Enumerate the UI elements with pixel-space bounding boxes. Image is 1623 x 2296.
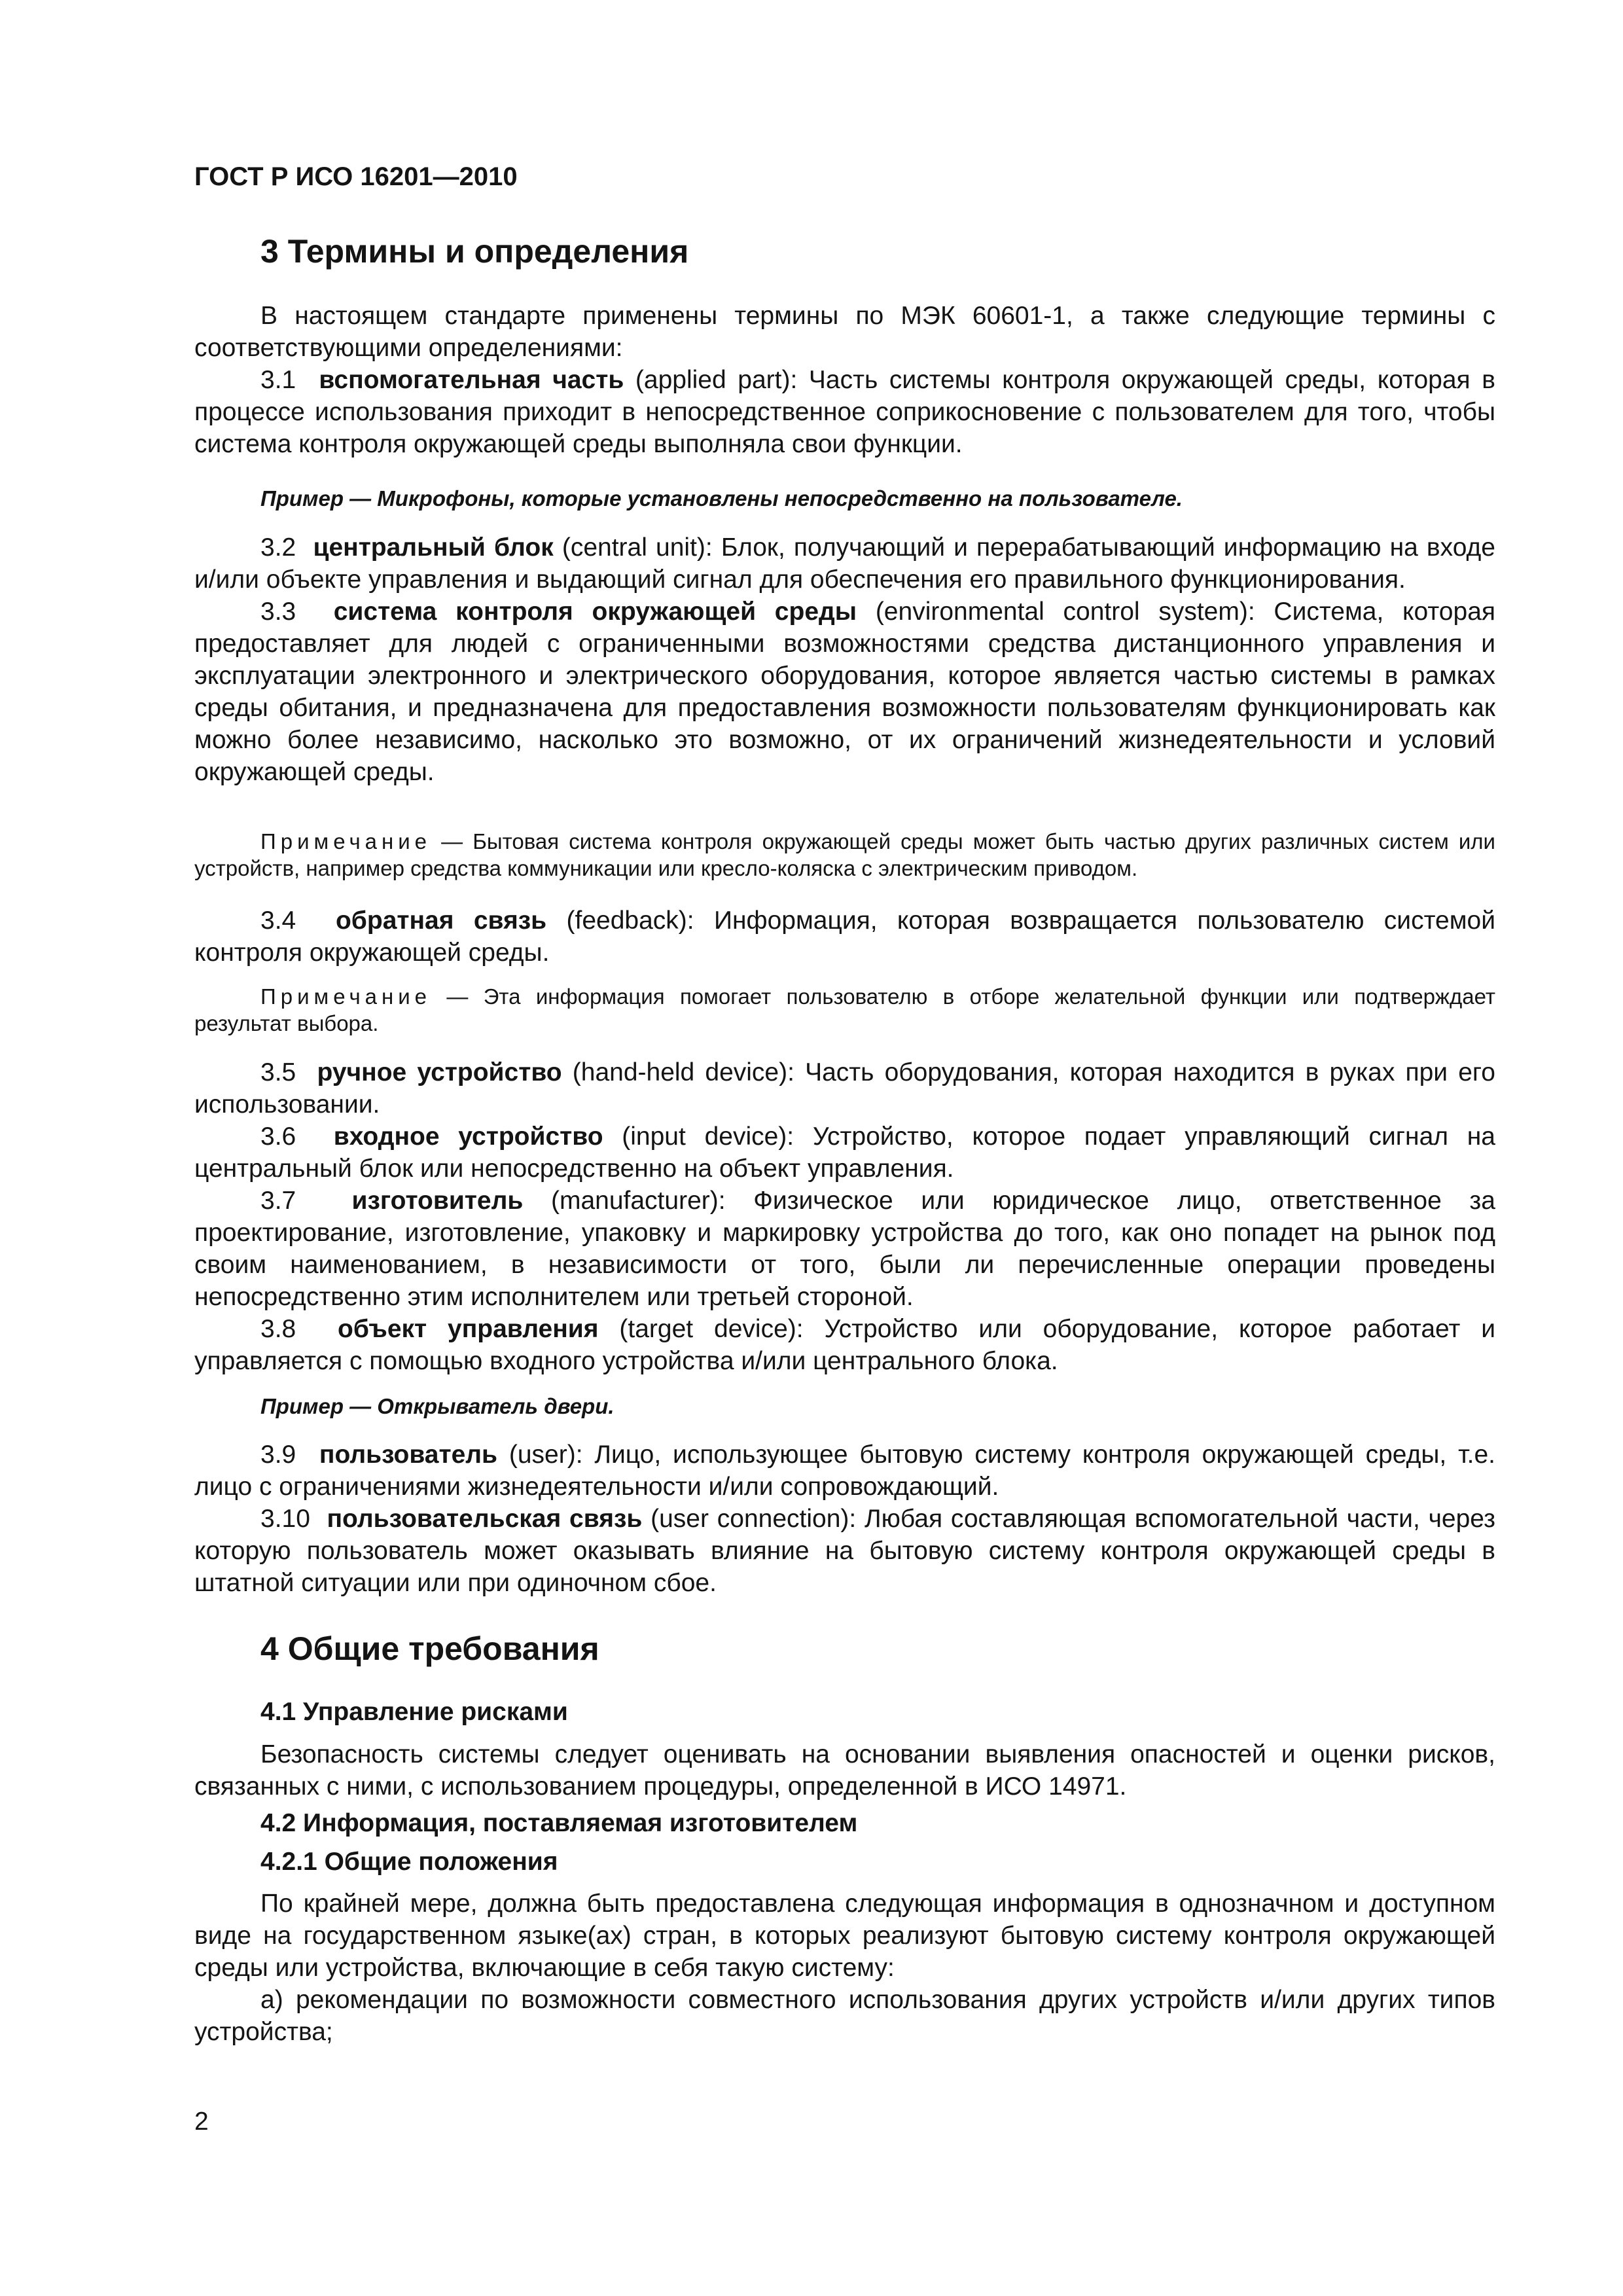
term-3-7-name: изготовитель: [351, 1187, 524, 1215]
section-3-definitions-a: [194, 300, 1495, 460]
section-3-definitions-d: [194, 1056, 1495, 1377]
term-3-9-name: пользователь: [319, 1441, 498, 1469]
page-number: 2: [194, 2108, 209, 2136]
section-3-intro: В настоящем стандарте применены термины по МЭК 60601-1, а также следующие термины с соответствующими определениями:: [194, 302, 1495, 362]
note-3-4: Примечание — Эта информация помогает пользователю в отборе желательной функции или подтверждает результат выбора.: [194, 984, 1495, 1035]
section-4-title: 4 Общие требования: [260, 1630, 599, 1667]
section-3-definitions-e: [194, 1439, 1495, 1599]
section-4-1-text: Безопасность системы следует оценивать на основании выявления опасностей и оценки рисков, связанных с ними, с использованием процедуры, определенной в ИСО 14971.: [194, 1740, 1495, 1801]
term-3-2: 3.2 центральный блок (central unit): Блок, получающий и перерабатывающий информацию на входе и/или объекте управления и выдающий сигнал для обеспечения его правильного функционирования.: [194, 533, 1495, 594]
term-3-3: 3.3 система контроля окружающей среды (environmental control system): Система, которая предоставляет для людей с ограниченными возможностями средства дистанционного управления и эксплуатации электронного и электрического оборудования, которое является частью системы в рамках среды обитания, и предназначена для предоставления возможности пользователям функционировать как можно более независимо, насколько это возможно, от их ограничений жизнедеятельности и условий окружающей среды.: [194, 598, 1495, 786]
section-4-2-1-text: По крайней мере, должна быть предоставлена следующая информация в однозначном и доступном виде на государственном языке(ах) стран, в которых реализуют бытовую систему контроля окружающей среды или устройства, включающие в себя такую систему: а) рекомендации по возможности совместного использования других устройств и/или других типов устройства;: [194, 1888, 1495, 2048]
example-3-8: Пример — Открыватель двери.: [260, 1394, 615, 1418]
term-3-8-name: объект управления: [338, 1315, 599, 1343]
note-3-3: Примечание — Бытовая система контроля окружающей среды может быть частью других различных систем или устройств, например средства коммуникации или кресло-коляска с электрическим приводом.: [194, 829, 1495, 880]
document-header: ГОСТ Р ИСО 16201—2010: [194, 162, 518, 191]
term-3-4: 3.4 обратная связь (feedback): Информация, которая возвращается пользователю системой контроля окружающей среды.: [194, 906, 1495, 967]
section-3-title: 3 Термины и определения: [260, 233, 689, 270]
term-3-4-name: обратная связь: [335, 906, 547, 935]
example-3-1: Пример — Микрофоны, которые установлены непосредственно на пользователе.: [260, 486, 1183, 511]
note-label: Примечание: [260, 984, 432, 1009]
term-3-9: 3.9 пользователь (user): Лицо, использующее бытовую систему контроля окружающей среды, т.е. лицо с ограничениями жизнедеятельности и/или сопровождающий.: [194, 1441, 1496, 1501]
term-3-10-name: пользовательская связь: [327, 1505, 643, 1533]
term-3-6-name: входное устройство: [333, 1122, 603, 1151]
term-3-2-name: центральный блок: [313, 533, 554, 562]
term-3-6: 3.6 входное устройство (input device): Устройство, которое подает управляющий сигнал на центральный блок или непосредственно на объект управления.: [194, 1122, 1495, 1183]
section-4-2-1-title: 4.2.1 Общие положения: [260, 1848, 558, 1876]
list-item-a: а) рекомендации по возможности совместного использования других устройств и/или других типов устройства;: [194, 1986, 1495, 2046]
note-label: Примечание: [260, 829, 432, 853]
section-4-1-title: 4.1 Управление рисками: [260, 1698, 568, 1726]
term-3-7: 3.7 изготовитель (manufacturer): Физическое или юридическое лицо, ответственное за проектирование, изготовление, упаковку и маркировку устройства до того, как оно попадет на рынок под своим наименованием, в независимости от того, были ли перечисленные операции проведены непосредственно этим исполнителем или третьей стороной.: [194, 1187, 1495, 1311]
term-3-3-name: система контроля окружающей среды: [333, 598, 857, 626]
term-3-1: 3.1 вспомогательная часть (applied part): Часть системы контроля окружающей среды, которая в процессе использования приходит в непосредственное соприкосновение с пользователем для того, чтобы система контроля окружающей среды выполняла свои функции.: [194, 366, 1495, 458]
term-3-1-name: вспомогательная часть: [319, 366, 624, 394]
section-3-definitions-c: [194, 905, 1495, 969]
term-3-5-name: ручное устройство: [317, 1058, 562, 1086]
section-4-2-title: 4.2 Информация, поставляемая изготовителем: [260, 1809, 858, 1837]
term-3-5: 3.5 ручное устройство (hand-held device): Часть оборудования, которая находится в руках при его использовании.: [194, 1058, 1495, 1119]
term-3-8: 3.8 объект управления (target device): Устройство или оборудование, которое работает и управляется с помощью входного устройства и/или центрального блока.: [194, 1315, 1495, 1375]
section-3-definitions-b: [194, 531, 1495, 788]
term-3-10: 3.10 пользовательская связь (user connection): Любая составляющая вспомогательной части, через которую пользователь может оказывать влияние на бытовую систему контроля окружающей среды в штатной ситуации или при одиночном сбое.: [194, 1505, 1495, 1597]
